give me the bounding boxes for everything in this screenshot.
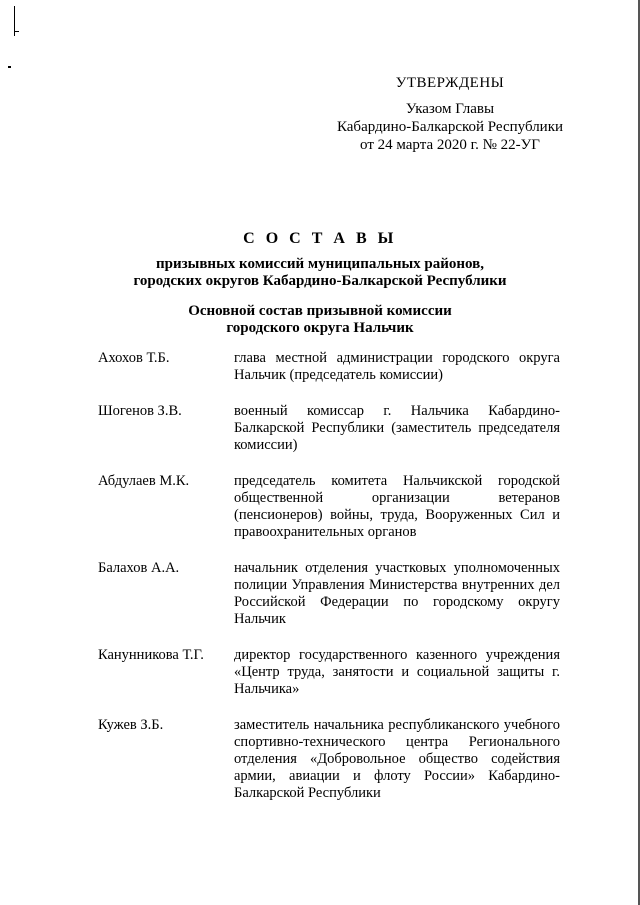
scan-mark xyxy=(14,31,19,32)
member-role: директор государственного казенного учреждения «Центр труда, занятости и социальной защиты г. Нальчика» xyxy=(234,647,560,697)
approval-line: Указом Главы xyxy=(405,101,495,117)
member-name: Абдулаев М.К. xyxy=(98,473,190,489)
members-list xyxy=(98,350,560,821)
member-role: заместитель начальника республиканского учебного спортивно-технического центра Регионального отделения «Добровольное общество содействия армии, авиации и флоту России» Кабардино-Балкарской Республики xyxy=(234,717,560,801)
member-row xyxy=(98,647,560,698)
member-role: глава местной администрации городского округа Нальчик (председатель комиссии) xyxy=(234,350,560,383)
approval-block xyxy=(330,74,570,154)
member-row xyxy=(98,403,560,454)
member-name: Кужев З.Б. xyxy=(98,717,164,733)
document-title: С О С Т А В Ы xyxy=(243,230,397,247)
member-name: Ахохов Т.Б. xyxy=(98,350,170,366)
approval-line: Кабардино-Балкарской Республики xyxy=(336,119,564,135)
member-row xyxy=(98,717,560,802)
member-name: Канунникова Т.Г. xyxy=(98,647,204,663)
member-row xyxy=(98,473,560,541)
subtitle-line: городских округов Кабардино-Балкарской Республики xyxy=(133,273,507,289)
approval-line: от 24 марта 2020 г. № 22-УГ xyxy=(360,137,540,153)
member-row xyxy=(98,350,560,384)
member-role: военный комиссар г. Нальчика Кабардино-Балкарской Республики (заместитель председателя комиссии) xyxy=(234,403,560,453)
approval-title: УТВЕРЖДЕНЫ xyxy=(395,75,505,91)
document-subtitle xyxy=(0,256,640,290)
member-role: председатель комитета Нальчикской городской общественной организации ветеранов (пенсионеров) войны, труда, Вооруженных Сил и правоохранительных органов xyxy=(234,473,560,540)
member-role: начальник отделения участковых уполномоченных полиции Управления Министерства внутренних дел Российской Федерации по городскому округу Нальчик xyxy=(234,560,560,627)
subtitle-line: призывных комиссий муниципальных районов, xyxy=(155,256,485,272)
section-title-line: городского округа Нальчик xyxy=(226,320,414,336)
section-title-line: Основной состав призывной комиссии xyxy=(188,303,452,319)
member-name: Шогенов З.В. xyxy=(98,403,182,419)
member-row xyxy=(98,560,560,628)
section-title xyxy=(0,303,640,337)
member-name: Балахов А.А. xyxy=(98,560,180,576)
scan-mark xyxy=(8,66,11,68)
